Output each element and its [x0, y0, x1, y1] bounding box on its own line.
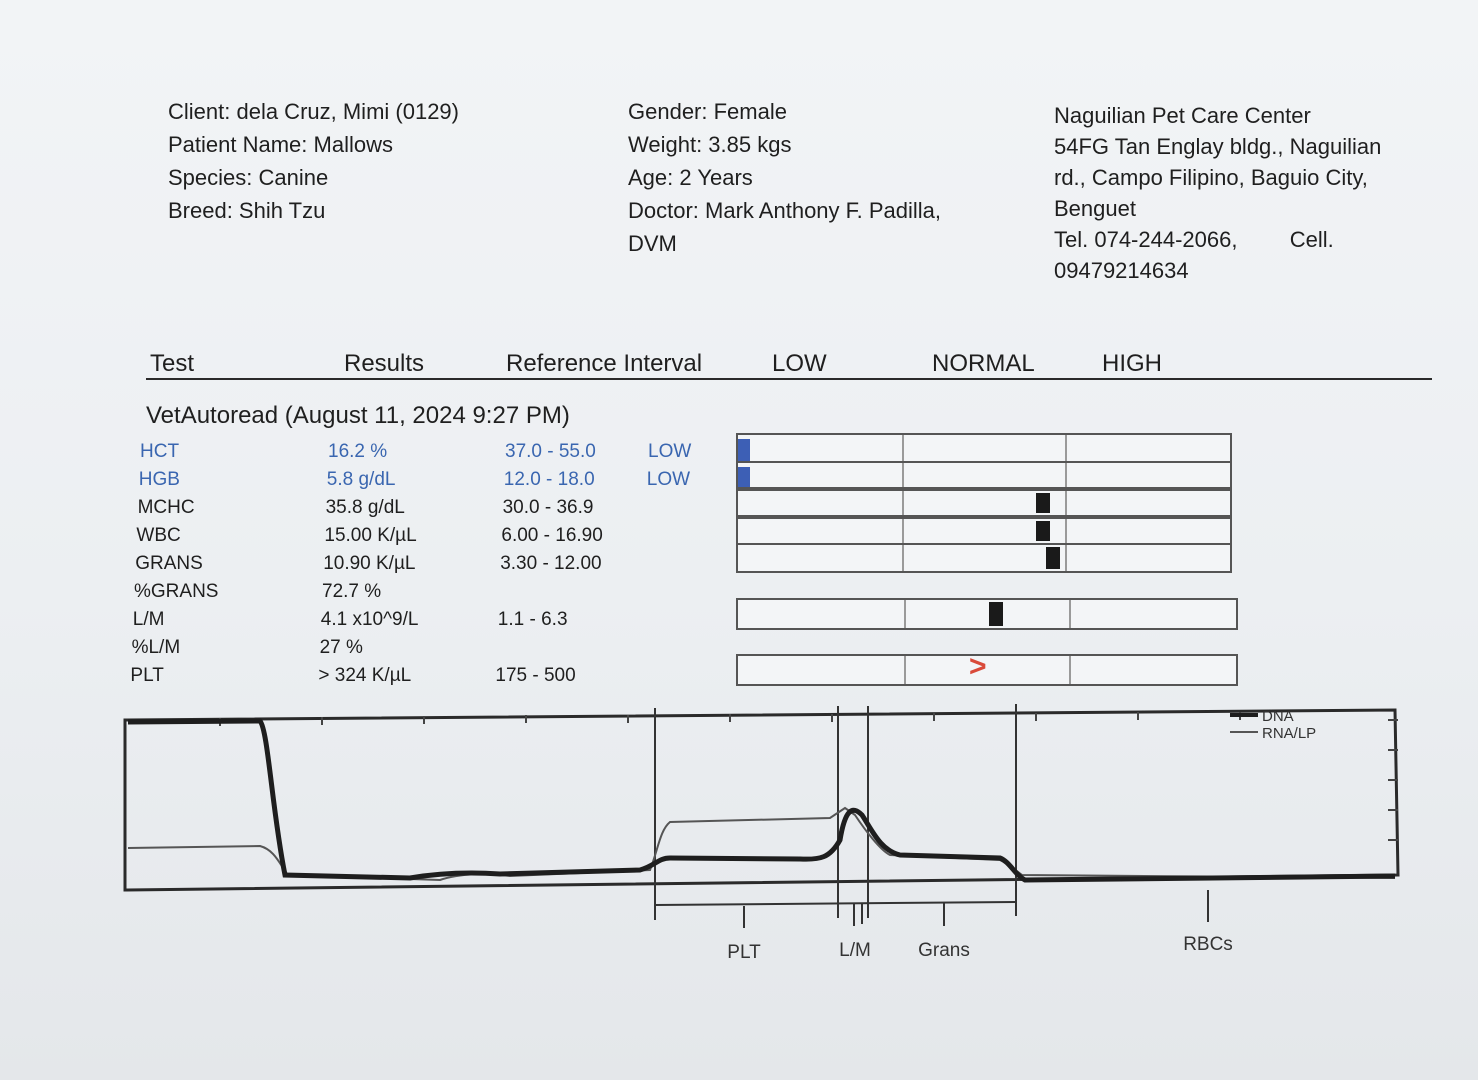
dna-curve — [128, 721, 1395, 880]
range-divider — [1065, 435, 1067, 461]
range-indicator-bar — [736, 489, 1232, 517]
range-divider — [902, 519, 904, 543]
header-test: Test — [150, 350, 195, 377]
clinic-info — [1054, 100, 1381, 286]
header-low: LOW — [772, 350, 827, 377]
header-high: HIGH — [1102, 350, 1162, 377]
result-test-name: GRANS — [135, 553, 203, 574]
result-value: 10.90 K/µL — [323, 553, 416, 574]
range-divider — [902, 491, 904, 515]
histogram-legend — [1230, 708, 1316, 742]
result-reference: 3.30 - 12.00 — [500, 553, 602, 574]
histogram-region-dividers — [655, 704, 1016, 920]
result-value: 16.2 % — [328, 441, 388, 462]
clinic-name: Naguilian Pet Care Center — [1054, 103, 1311, 128]
range-indicator-bar — [736, 543, 1232, 573]
range-divider — [1065, 519, 1067, 543]
range-indicator-bar — [736, 650, 1238, 686]
histogram-chart — [110, 690, 1420, 990]
result-value: 15.00 K/µL — [324, 525, 417, 546]
result-value: 35.8 g/dL — [325, 497, 405, 518]
result-reference: 30.0 - 36.9 — [502, 497, 594, 518]
species-line: Species: Canine — [168, 165, 329, 190]
result-value: 5.8 g/dL — [326, 469, 396, 490]
result-reference: 12.0 - 18.0 — [503, 469, 595, 490]
result-value: 4.1 x10^9/L — [320, 609, 419, 630]
result-arrow: > — [969, 650, 987, 683]
breed-line: Breed: Shih Tzu — [168, 198, 326, 223]
doctor-suffix: DVM — [628, 231, 677, 256]
range-divider — [904, 656, 906, 684]
range-indicator-bar — [736, 517, 1232, 545]
result-reference: 175 - 500 — [495, 665, 576, 686]
range-divider — [1069, 656, 1071, 684]
result-marker-low — [738, 439, 750, 461]
range-divider — [902, 463, 904, 487]
result-test-name: %GRANS — [134, 581, 219, 602]
result-test-name: L/M — [132, 609, 165, 630]
range-divider — [904, 600, 906, 628]
legend-rna-lp: RNA/LP — [1262, 725, 1317, 742]
range-divider — [902, 435, 904, 461]
doctor-line: Doctor: Mark Anthony F. Padilla, — [628, 198, 942, 223]
range-divider — [902, 545, 904, 571]
clinic-address-2: rd., Campo Filipino, Baguio City, — [1054, 165, 1368, 190]
result-value: 27 % — [319, 637, 363, 658]
range-indicator-bar — [736, 433, 1232, 463]
result-test-name: PLT — [130, 665, 164, 686]
result-test-name: HCT — [140, 441, 180, 462]
client-line: Client: dela Cruz, Mimi (0129) — [168, 99, 459, 124]
range-divider — [1065, 463, 1067, 487]
result-reference: 37.0 - 55.0 — [505, 441, 596, 462]
header-normal: NORMAL — [932, 350, 1035, 377]
clinic-address-3: Benguet — [1054, 196, 1136, 221]
clinic-cell-label: Cell. — [1289, 227, 1334, 252]
result-marker — [1036, 493, 1050, 513]
section-title: VetAutoread (August 11, 2024 9:27 PM) — [146, 402, 570, 429]
result-marker-low — [738, 467, 750, 487]
rna-lp-curve — [128, 808, 1395, 880]
range-divider — [1069, 600, 1071, 628]
patient-name-line: Patient Name: Mallows — [168, 132, 393, 157]
weight-line: Weight: 3.85 kgs — [628, 132, 792, 157]
result-marker — [989, 602, 1003, 626]
result-marker — [1036, 521, 1050, 541]
result-value: > 324 K/µL — [318, 665, 412, 686]
region-label-rbcs: RBCs — [1183, 934, 1233, 955]
region-label-grans: Grans — [918, 940, 970, 961]
result-test-name: WBC — [136, 525, 181, 546]
clinic-phone — [1054, 224, 1381, 255]
age-line: Age: 2 Years — [628, 165, 753, 190]
region-label-l-m: L/M — [839, 940, 871, 961]
header-results: Results — [344, 350, 425, 377]
result-test-name: HGB — [138, 469, 180, 490]
result-test-name: %L/M — [131, 637, 181, 658]
clinic-tel: Tel. 074-244-2066, — [1054, 227, 1238, 252]
result-marker — [1046, 547, 1060, 569]
patient-details — [628, 95, 941, 260]
header-rule — [146, 378, 1432, 380]
result-value: 72.7 % — [322, 581, 382, 602]
gender-line: Gender: Female — [628, 99, 787, 124]
result-test-name: MCHC — [137, 497, 195, 518]
clinic-cell: 09479214634 — [1054, 258, 1189, 283]
range-divider — [1065, 491, 1067, 515]
patient-info — [168, 95, 459, 227]
result-reference: 1.1 - 6.3 — [497, 609, 568, 630]
region-label-plt: PLT — [727, 942, 761, 963]
header-reference: Reference Interval — [506, 350, 703, 377]
histogram-brackets — [655, 890, 1208, 928]
clinic-address-1: 54FG Tan Englay bldg., Naguilian — [1054, 134, 1382, 159]
legend-dna: DNA — [1262, 708, 1294, 725]
result-reference: 6.00 - 16.90 — [501, 525, 603, 546]
range-indicator-bar — [736, 461, 1232, 489]
histogram-frame — [125, 710, 1398, 890]
range-indicator-bar — [736, 598, 1238, 630]
result-flag: LOW — [646, 469, 691, 490]
result-flag: LOW — [648, 441, 692, 462]
range-divider — [1065, 545, 1067, 571]
